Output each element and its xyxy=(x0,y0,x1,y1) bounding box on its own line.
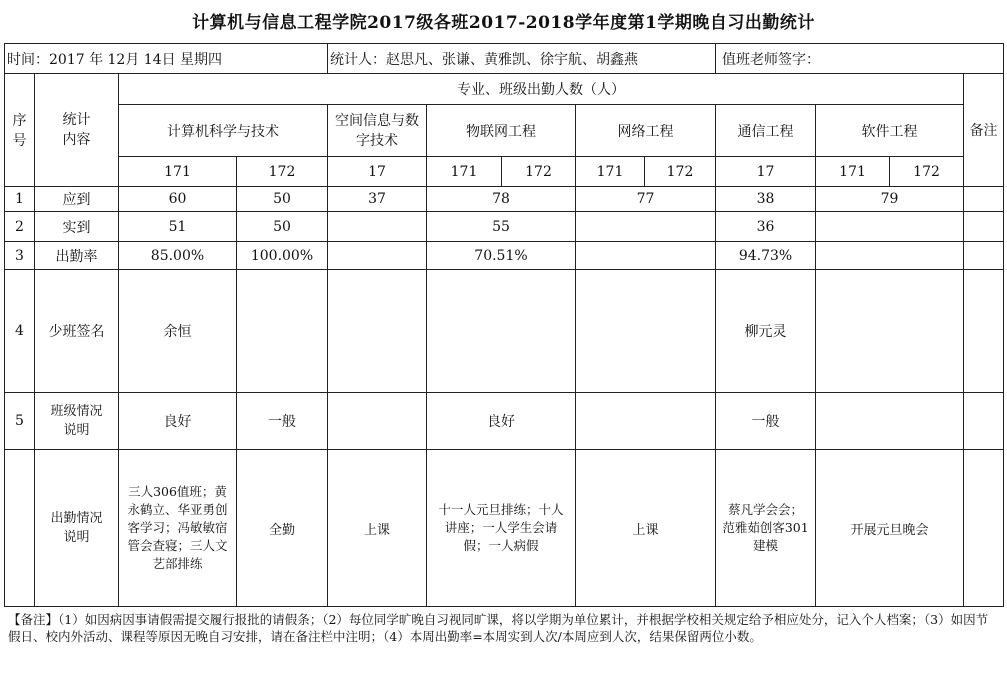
description-cell: 全勤 xyxy=(237,450,328,607)
value-cell: 37 xyxy=(328,187,427,212)
value-cell: 70.51% xyxy=(427,242,576,270)
description-cell: 三人306值班；黄永鹤立、华亚勇创客学习；冯敏敏宿管会查寝；三人文艺部排练 xyxy=(119,450,237,607)
value-cell: 79 xyxy=(816,187,964,212)
table-row xyxy=(5,393,1004,450)
row-label: 实到 xyxy=(35,212,119,242)
footnote: 【备注】（1）如因病因事请假需提交履行报批的请假条；（2）每位同学旷晚自习视同旷课，将以学期为单位累计，并根据学校相关规定给予相应处分，记入个人档案；（3）如因节假日、校内外活动、课程等原因无晚自习安排，请在备注栏中注明；（4）本周出勤率=本周实到人次/本周应到人次，结果保留两位小数。 xyxy=(8,612,989,644)
table-row xyxy=(5,212,1004,242)
value-cell xyxy=(816,242,964,270)
page-title: 计算机与信息工程学院2017级各班2017-2018学年度第1学期晚自习出勤统计 xyxy=(192,13,815,33)
header-seq: 序号 xyxy=(5,74,35,187)
major-iot: 物联网工程 xyxy=(427,105,576,157)
class-cell: 171 xyxy=(427,157,502,187)
row-number: 4 xyxy=(5,270,35,393)
remark-cell xyxy=(964,393,1004,450)
remark-cell xyxy=(964,450,1004,607)
major-comm: 通信工程 xyxy=(716,105,816,157)
row-number: 3 xyxy=(5,242,35,270)
description-cell: 上课 xyxy=(328,450,427,607)
counter-cell: 统计人：赵思凡、张谦、黄雅凯、徐宇航、胡鑫燕 xyxy=(328,44,716,74)
attendance-table xyxy=(4,43,1004,607)
value-cell xyxy=(576,212,716,242)
value-cell xyxy=(816,212,964,242)
row-label: 出勤情况 说明 xyxy=(35,450,119,607)
value-cell: 50 xyxy=(237,212,328,242)
description-cell: 十一人元旦排练；十人讲座；一人学生会请假；一人病假 xyxy=(427,450,576,607)
value-cell xyxy=(328,212,427,242)
value-cell: 55 xyxy=(427,212,576,242)
value-cell xyxy=(576,242,716,270)
major-spatial: 空间信息与数字技术 xyxy=(328,105,427,157)
value-cell xyxy=(328,242,427,270)
value-cell xyxy=(816,393,964,450)
value-cell xyxy=(328,393,427,450)
time-cell: 时间：2017 年 12月 14日 星期四 xyxy=(5,44,328,74)
row-label: 班级情况 说明 xyxy=(35,393,119,450)
value-cell: 78 xyxy=(427,187,576,212)
value-cell: 100.00% xyxy=(237,242,328,270)
row-label: 少班签名 xyxy=(35,270,119,393)
table-row xyxy=(5,187,1004,212)
class-cell: 171 xyxy=(119,157,237,187)
signature-cell: 余恒 xyxy=(119,270,237,393)
major-software: 软件工程 xyxy=(816,105,964,157)
value-cell xyxy=(576,270,716,393)
value-cell: 良好 xyxy=(119,393,237,450)
class-cell: 172 xyxy=(645,157,716,187)
class-cell: 172 xyxy=(502,157,576,187)
teacher-sign-cell: 值班老师签字： xyxy=(716,44,1004,74)
row-number: 1 xyxy=(5,187,35,212)
description-cell: 开展元旦晚会 xyxy=(816,450,964,607)
header-group: 专业、班级出勤人数（人） xyxy=(119,74,964,105)
value-cell xyxy=(427,270,576,393)
value-cell: 36 xyxy=(716,212,816,242)
row-label: 应到 xyxy=(35,187,119,212)
value-cell: 94.73% xyxy=(716,242,816,270)
class-cell: 17 xyxy=(716,157,816,187)
value-cell xyxy=(816,270,964,393)
value-cell: 77 xyxy=(576,187,716,212)
value-cell: 一般 xyxy=(237,393,328,450)
row-label: 出勤率 xyxy=(35,242,119,270)
header-content: 统计 内容 xyxy=(35,74,119,187)
value-cell xyxy=(328,270,427,393)
remark-cell xyxy=(964,242,1004,270)
class-cell: 172 xyxy=(237,157,328,187)
value-cell: 60 xyxy=(119,187,237,212)
row-number: 5 xyxy=(5,393,35,450)
value-cell: 85.00% xyxy=(119,242,237,270)
class-cell: 172 xyxy=(890,157,964,187)
value-cell xyxy=(237,270,328,393)
value-cell: 一般 xyxy=(716,393,816,450)
value-cell: 50 xyxy=(237,187,328,212)
row-number xyxy=(5,450,35,607)
table-row xyxy=(5,270,1004,393)
table-row xyxy=(5,450,1004,607)
row-number: 2 xyxy=(5,212,35,242)
major-cs: 计算机科学与技术 xyxy=(119,105,328,157)
remark-cell xyxy=(964,270,1004,393)
value-cell: 良好 xyxy=(427,393,576,450)
remark-cell xyxy=(964,187,1004,212)
class-cell: 171 xyxy=(576,157,645,187)
remark-cell xyxy=(964,212,1004,242)
value-cell: 51 xyxy=(119,212,237,242)
class-cell: 171 xyxy=(816,157,890,187)
signature-cell: 柳元灵 xyxy=(716,270,816,393)
description-cell: 上课 xyxy=(576,450,716,607)
description-cell: 蔡凡学会会；范雅茹创客301建模 xyxy=(716,450,816,607)
header-remark: 备注 xyxy=(964,74,1004,187)
class-cell: 17 xyxy=(328,157,427,187)
major-network: 网络工程 xyxy=(576,105,716,157)
value-cell xyxy=(576,393,716,450)
table-row xyxy=(5,242,1004,270)
value-cell: 38 xyxy=(716,187,816,212)
